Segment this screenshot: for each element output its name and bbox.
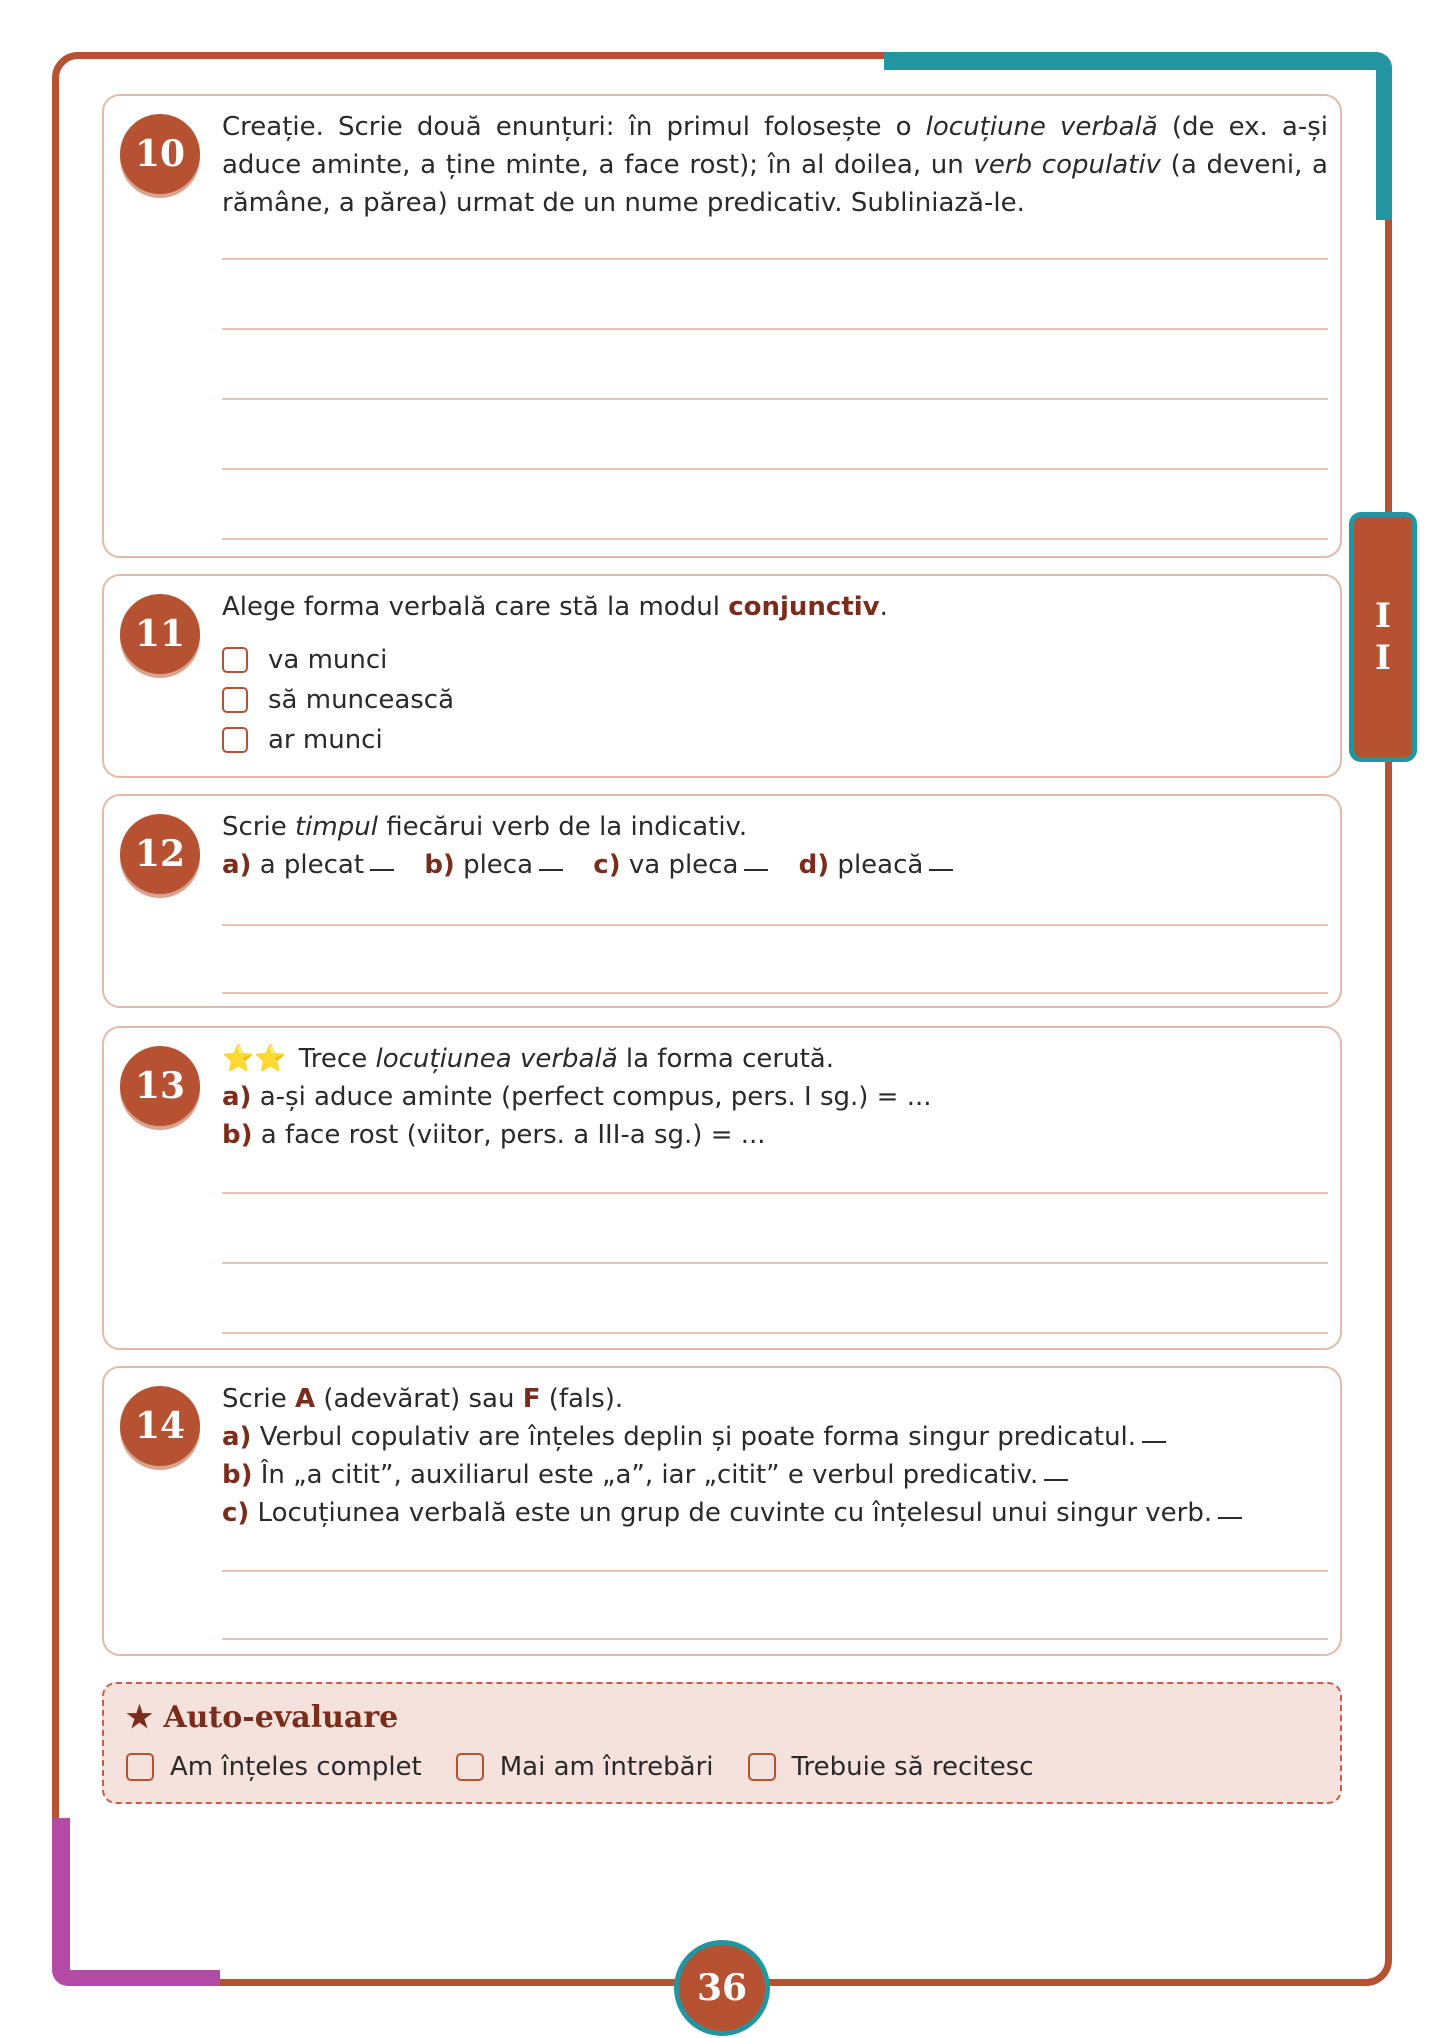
frame-accent-teal-right: [1376, 52, 1392, 220]
choice-option[interactable]: ar munci: [222, 720, 1328, 760]
side-tab-letter: I: [1375, 638, 1391, 678]
checkbox[interactable]: [222, 647, 248, 673]
blank-field[interactable]: [539, 869, 563, 871]
answer-line[interactable]: [222, 924, 1328, 926]
exercise-11-text: Alege forma verbală care stă la modul conjunctiv. va munci să muncească ar munci: [222, 588, 1328, 760]
blank-field[interactable]: [370, 869, 394, 871]
exercise-10-text: Creație. Scrie două enunțuri: în primul folosește o locuțiune verbală (de ex. a-și aduce amintе, a ține minte, a face rost); în al doilea, un verb copulativ (a deveni, a rămâne, a părea) urmat de un nume predicativ. Subliniază-le.: [222, 112, 1328, 218]
answer-line[interactable]: [222, 538, 1328, 540]
self-evaluation-title: ★ Auto-evaluare: [126, 1700, 399, 1735]
answer-line[interactable]: [222, 992, 1328, 994]
difficulty-stars-icon: ⭐⭐: [222, 1044, 287, 1074]
verb-items-row: a) a plecat b) pleca c) va pleca d) pleacă: [222, 846, 1328, 884]
frame-accent-purple-left: [52, 1818, 70, 1986]
self-eval-option[interactable]: Trebuie să recitesc: [748, 1752, 1034, 1782]
blank-field[interactable]: [929, 869, 953, 871]
answer-line[interactable]: [222, 258, 1328, 260]
exercise-number-badge: 13: [120, 1046, 200, 1126]
page-number: 36: [674, 1940, 770, 2036]
checkbox[interactable]: [456, 1753, 484, 1781]
answer-line[interactable]: [222, 1570, 1328, 1572]
checkbox[interactable]: [748, 1753, 776, 1781]
frame-accent-purple-bottom: [52, 1970, 220, 1986]
exercise-13-text: ⭐⭐ Trece locuțiunea verbală la forma cerută. a) a-și aduce aminte (perfect compus, pers. I sg.) = ... b) a face rost (viitor, pers. a III-a sg.) = ...: [222, 1044, 932, 1150]
answer-line[interactable]: [222, 468, 1328, 470]
exercise-13-card: [102, 1026, 1342, 1350]
checkbox[interactable]: [222, 727, 248, 753]
answer-line[interactable]: [222, 398, 1328, 400]
exercise-12-card: [102, 794, 1342, 1008]
answer-line[interactable]: [222, 1192, 1328, 1194]
self-evaluation-box: [102, 1682, 1342, 1804]
answer-line[interactable]: [222, 1262, 1328, 1264]
exercise-number-badge: 12: [120, 814, 200, 894]
answer-line[interactable]: [222, 1332, 1328, 1334]
checkbox[interactable]: [222, 687, 248, 713]
exercise-10-card: [102, 94, 1342, 558]
choice-option[interactable]: să muncească: [222, 680, 1328, 720]
self-eval-option[interactable]: Mai am întrebări: [456, 1752, 714, 1782]
exercise-number-badge: 10: [120, 114, 200, 194]
blank-field[interactable]: [1142, 1441, 1166, 1443]
answer-line[interactable]: [222, 1638, 1328, 1640]
exercise-14-text: Scrie A (adevărat) sau F (fals). a) Verbul copulativ are înțeles deplin și poate forma singur predicatul. b) În „a citit”, auxiliarul este „a”, iar „citit” e verbul predicativ. c) Locuțiunea verbală este un grup de cuvinte cu înțelesul unui singur verb.: [222, 1380, 1328, 1532]
exercise-number-badge: 14: [120, 1386, 200, 1466]
exercise-number-badge: 11: [120, 594, 200, 674]
blank-field[interactable]: [1218, 1517, 1242, 1519]
checkbox[interactable]: [126, 1753, 154, 1781]
blank-field[interactable]: [744, 869, 768, 871]
exercise-11-card: [102, 574, 1342, 778]
chapter-side-tab: [1349, 512, 1417, 762]
blank-field[interactable]: [1044, 1479, 1068, 1481]
choice-option[interactable]: va munci: [222, 640, 1328, 680]
answer-line[interactable]: [222, 328, 1328, 330]
exercise-12-text: Scrie timpul fiecărui verb de la indicativ. a) a plecat b) pleca c) va pleca d) pleacă: [222, 808, 1328, 884]
self-eval-option[interactable]: Am înțeles complet: [126, 1752, 422, 1782]
side-tab-letter: I: [1375, 596, 1391, 636]
self-evaluation-options: [126, 1752, 1068, 1782]
frame-accent-teal-top: [884, 52, 1392, 70]
exercise-14-card: [102, 1366, 1342, 1656]
